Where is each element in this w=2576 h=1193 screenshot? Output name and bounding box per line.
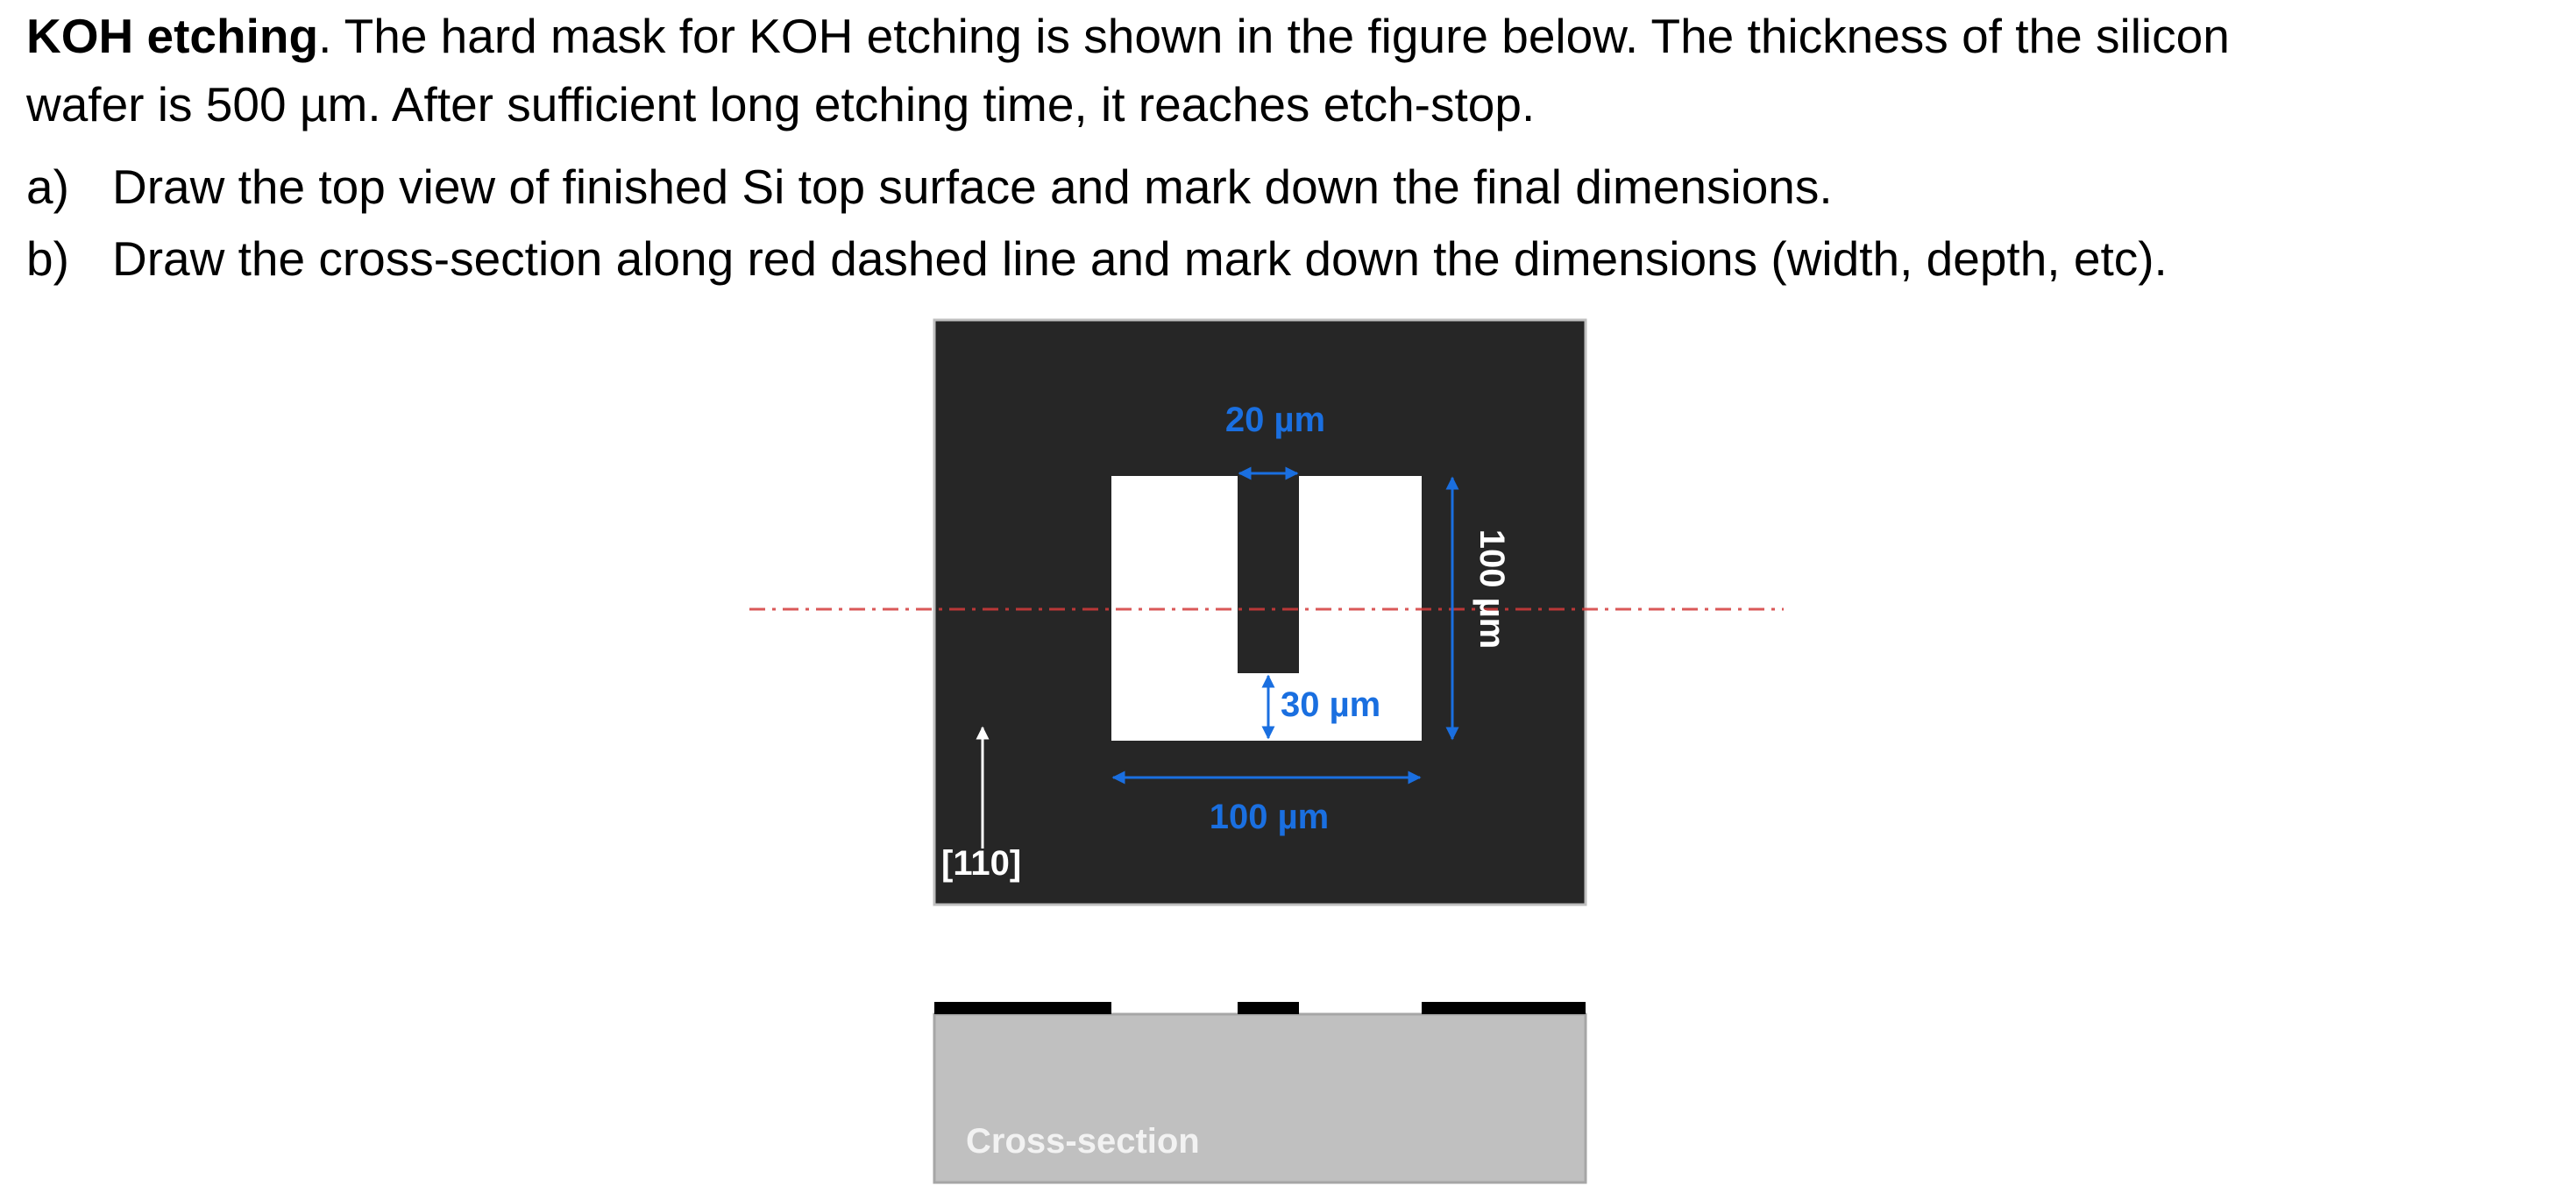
cross-section-label: Cross-section <box>966 1122 1200 1161</box>
opening-width-label: 100 µm <box>1209 798 1330 836</box>
orientation-label: [110] <box>941 844 1022 883</box>
problem-intro-line2: wafer is 500 µm. After sufficient long etching time, it reaches etch-stop. <box>26 77 1536 131</box>
question-a-text: Draw the top view of finished Si top surface and mark down the final dimensions. <box>112 160 1833 214</box>
problem-intro-line1: . The hard mask for KOH etching is shown in the figure below. The thickness of the silicon <box>318 9 2230 63</box>
question-b-text: Draw the cross-section along red dashed line and mark down the dimensions (width, depth, etc). <box>112 231 2168 286</box>
mask-finger <box>1238 476 1299 673</box>
opening-height-label: 100 µm <box>1473 529 1511 650</box>
question-a-marker: a) <box>26 160 69 214</box>
bottom-gap-label: 30 µm <box>1281 685 1381 724</box>
mask-segment-center <box>1238 1002 1299 1014</box>
mask-segment-left <box>934 1002 1111 1014</box>
mask-segment-right <box>1422 1002 1586 1014</box>
slot-width-label: 20 µm <box>1224 401 1326 439</box>
question-b-marker: b) <box>26 231 69 286</box>
problem-title: KOH etching <box>26 9 319 63</box>
